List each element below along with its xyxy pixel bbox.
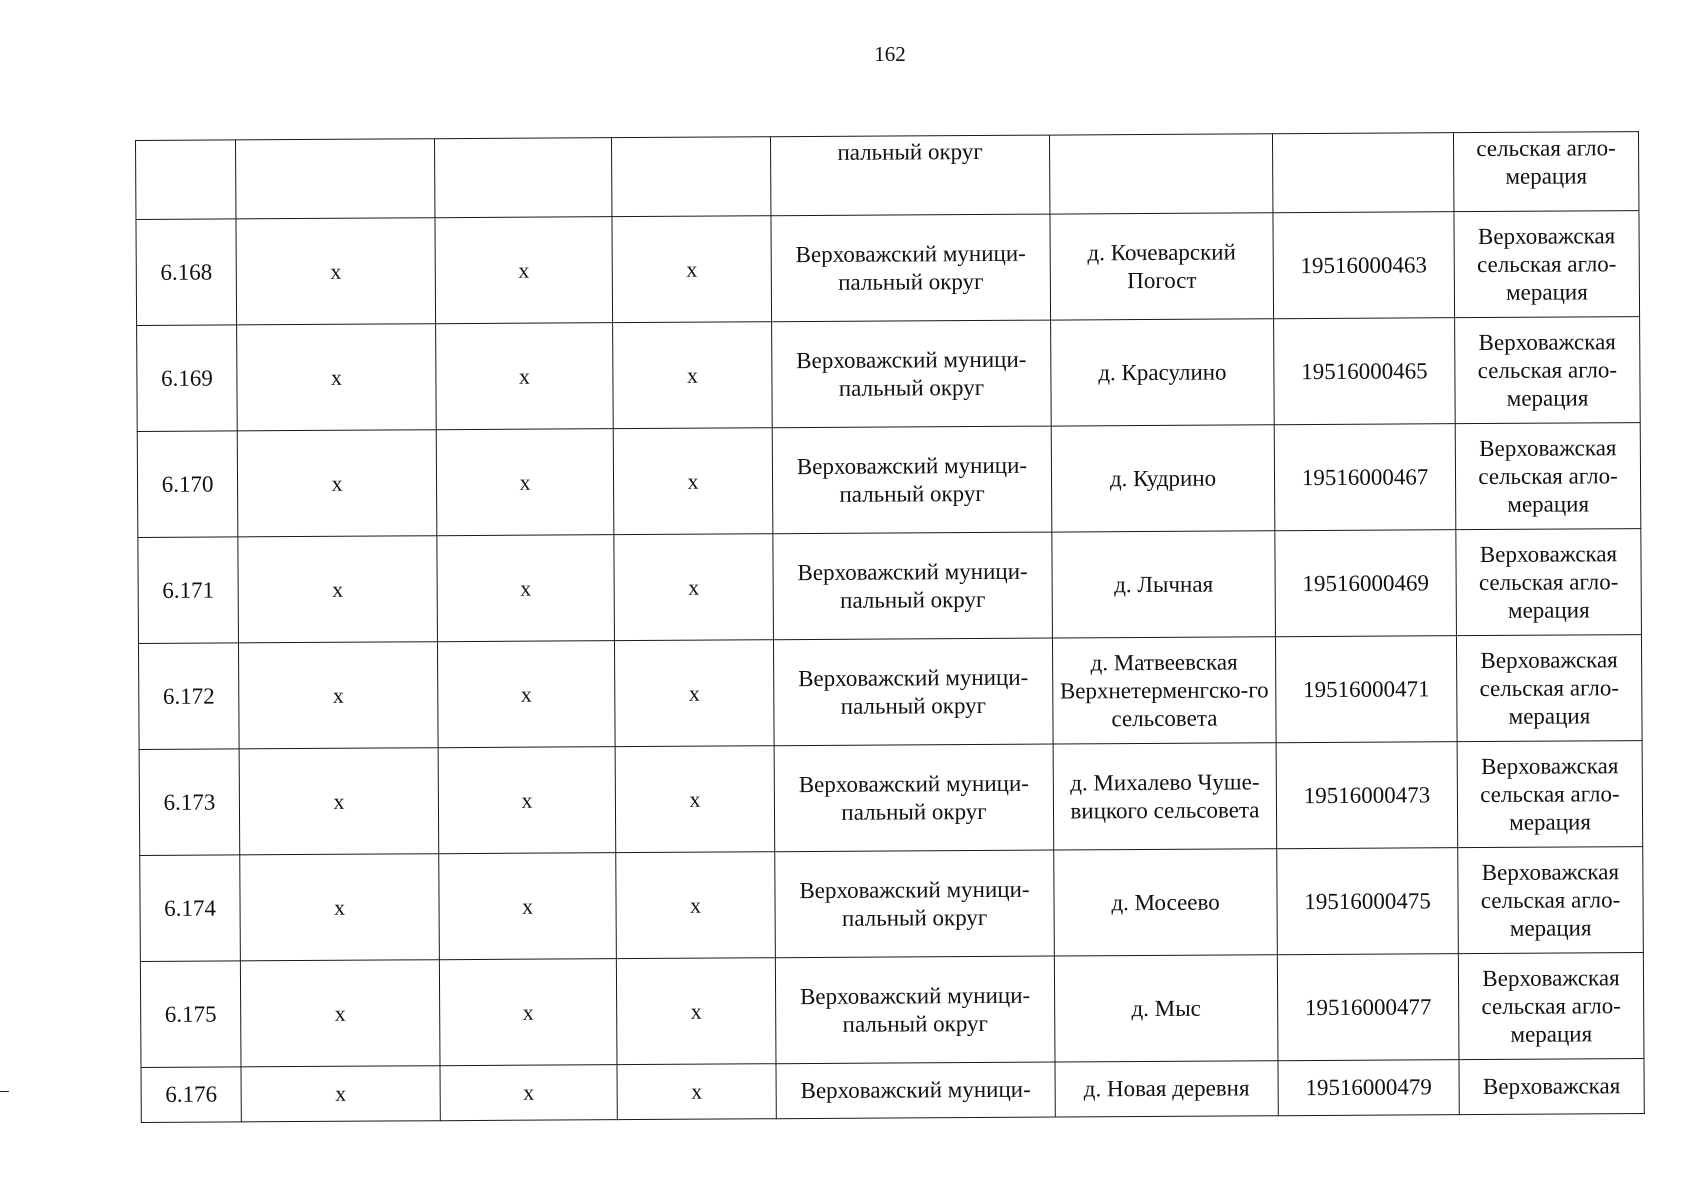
cell-settlement: д. Мосеево bbox=[1054, 849, 1278, 956]
cell-agglomeration: Верховажская сельская агло-мерация bbox=[1458, 953, 1644, 1060]
cell-agglomeration: Верховажская bbox=[1459, 1059, 1644, 1115]
cell-agglomeration: Верховажская сельская агло-мерация bbox=[1456, 635, 1642, 742]
table-row bbox=[138, 529, 1642, 644]
cell-number: 6.173 bbox=[139, 749, 240, 856]
table-row bbox=[136, 211, 1640, 326]
cell-col4: x bbox=[615, 746, 775, 853]
cell-district: Верховажский муници- bbox=[776, 1062, 1055, 1119]
cell-col3: x bbox=[436, 429, 614, 536]
cell-agglomeration: Верховажская сельская агло-мерация bbox=[1455, 317, 1641, 424]
cell-code: 19516000467 bbox=[1274, 424, 1456, 531]
cell-number: 6.172 bbox=[138, 643, 239, 750]
cell-code bbox=[1272, 133, 1453, 213]
cell-col4: x bbox=[616, 958, 776, 1065]
settlements-table bbox=[135, 131, 1645, 1123]
cell-number: 6.175 bbox=[140, 961, 241, 1068]
cell-col4: x bbox=[613, 322, 773, 429]
cell-code: 19516000463 bbox=[1273, 212, 1455, 319]
cell-settlement: д. Михалево Чуше-вицкого сельсовета bbox=[1053, 743, 1277, 850]
cell-district: Верховажский муници-пальный округ bbox=[773, 532, 1053, 640]
cell-col2: x bbox=[238, 642, 438, 749]
cell-col4: x bbox=[612, 216, 772, 323]
continuation-row bbox=[136, 132, 1639, 220]
cell-code: 19516000465 bbox=[1274, 318, 1456, 425]
table-row bbox=[139, 741, 1643, 856]
cell-col3: x bbox=[437, 641, 615, 748]
cell-code: 19516000471 bbox=[1275, 636, 1457, 743]
cell-col3: x bbox=[438, 747, 616, 854]
cell-number: 6.176 bbox=[141, 1067, 241, 1123]
cell-district: пальный округ bbox=[770, 135, 1049, 216]
cell-col3: x bbox=[440, 1065, 617, 1121]
cell-settlement: д. Новая деревня bbox=[1055, 1061, 1278, 1117]
cell-settlement: д. Мыс bbox=[1054, 955, 1278, 1062]
cell-agglomeration: сельская агло-мерация bbox=[1453, 132, 1638, 212]
cell-col2: x bbox=[237, 430, 437, 537]
table-row bbox=[137, 317, 1641, 432]
cell-col4: x bbox=[616, 852, 776, 959]
cell-agglomeration: Верховажская сельская агло-мерация bbox=[1454, 211, 1640, 318]
cell-settlement: д. Кудрино bbox=[1051, 425, 1275, 532]
cell-district: Верховажский муници-пальный округ bbox=[775, 956, 1055, 1064]
cell-district: Верховажский муници-пальный округ bbox=[771, 214, 1051, 322]
cell-col2: x bbox=[240, 854, 440, 961]
cell-number: 6.169 bbox=[137, 325, 238, 432]
cell-col3: x bbox=[436, 323, 614, 430]
cell-code: 19516000475 bbox=[1277, 848, 1459, 955]
cell-agglomeration: Верховажская сельская агло-мерация bbox=[1457, 741, 1643, 848]
cell-number: 6.171 bbox=[138, 537, 239, 644]
cell-col2: x bbox=[236, 218, 436, 325]
cell-district: Верховажский муници-пальный округ bbox=[775, 850, 1055, 958]
margin-dash bbox=[0, 1091, 9, 1092]
cell-number: 6.170 bbox=[137, 431, 238, 538]
table-row bbox=[141, 1059, 1644, 1123]
table-body bbox=[136, 211, 1644, 1068]
cell-col2 bbox=[236, 139, 435, 219]
cell-code: 19516000473 bbox=[1276, 742, 1458, 849]
cell-col2: x bbox=[239, 748, 439, 855]
cell-settlement: д. Лычная bbox=[1052, 531, 1276, 638]
cell-col2: x bbox=[240, 960, 440, 1067]
cell-col3: x bbox=[439, 853, 617, 960]
cell-col3: x bbox=[439, 959, 617, 1066]
cell-agglomeration: Верховажская сельская агло-мерация bbox=[1455, 423, 1641, 530]
table-row bbox=[138, 635, 1642, 750]
cell-code: 19516000469 bbox=[1275, 530, 1457, 637]
cell-settlement: д. Матвеевская Верхнетерменгско-го сельсовета bbox=[1052, 637, 1276, 744]
page-number: 162 bbox=[874, 42, 906, 66]
table-row bbox=[140, 953, 1644, 1068]
cell-district: Верховажский муници-пальный округ bbox=[772, 320, 1052, 428]
cell-col4 bbox=[611, 137, 770, 217]
cell-col4: x bbox=[613, 428, 773, 535]
cell-col3: x bbox=[437, 535, 615, 642]
cell-settlement: д. Красулино bbox=[1051, 319, 1275, 426]
cell-number: 6.168 bbox=[136, 219, 237, 326]
cell-agglomeration: Верховажская сельская агло-мерация bbox=[1456, 529, 1642, 636]
cell-col3 bbox=[434, 138, 611, 218]
cell-number: 6.174 bbox=[140, 855, 241, 962]
cell-col4: x bbox=[617, 1064, 776, 1120]
cell-col3: x bbox=[435, 217, 613, 324]
table-row bbox=[137, 423, 1641, 538]
cell-col2: x bbox=[238, 536, 438, 643]
cell-settlement: д. Кочеварский Погост bbox=[1050, 213, 1274, 320]
cell-code: 19516000477 bbox=[1277, 954, 1459, 1061]
cell-district: Верховажский муници-пальный округ bbox=[773, 638, 1053, 746]
cell-col4: x bbox=[614, 640, 774, 747]
cell-code: 19516000479 bbox=[1278, 1060, 1459, 1116]
cell-col4: x bbox=[614, 534, 774, 641]
cell-col2: x bbox=[237, 324, 437, 431]
cell-district: Верховажский муници-пальный округ bbox=[772, 426, 1052, 534]
cell-number bbox=[136, 140, 236, 220]
cell-col2: x bbox=[241, 1066, 440, 1122]
table-row bbox=[140, 847, 1644, 962]
cell-settlement bbox=[1049, 134, 1272, 214]
cell-agglomeration: Верховажская сельская агло-мерация bbox=[1458, 847, 1644, 954]
cell-district: Верховажский муници-пальный округ bbox=[774, 744, 1054, 852]
